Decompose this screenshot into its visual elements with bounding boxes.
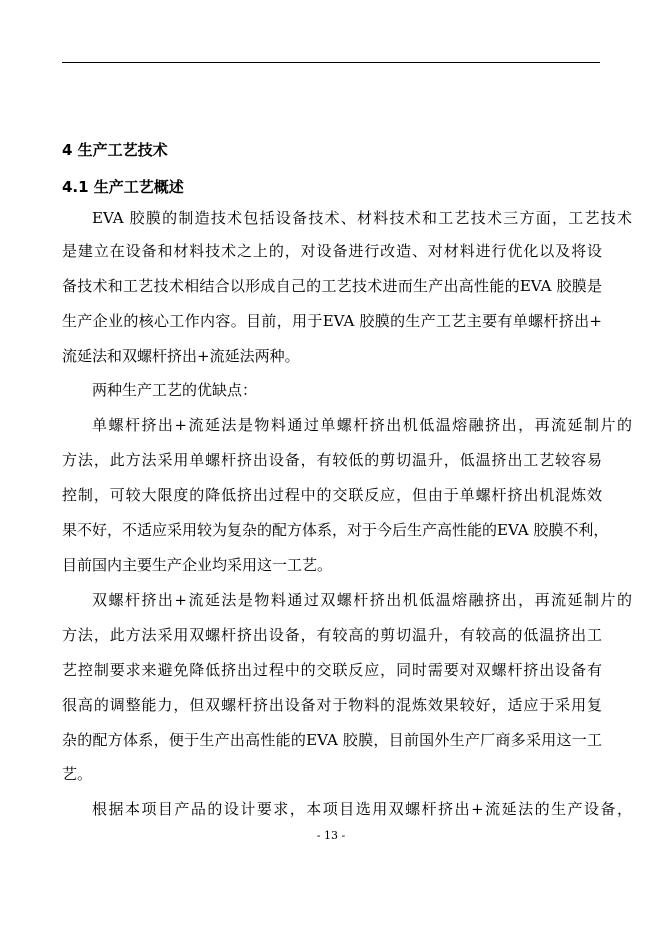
body-line: EVA 胶膜的制造技术包括设备技术、材料技术和工艺技术三方面，工艺技术 (92, 209, 632, 227)
body-line: 果不好，不适应采用较为复杂的配方体系，对于今后生产高性能的EVA 胶膜不利， (62, 521, 609, 539)
page-number: - 13 - (316, 829, 346, 842)
body-line: 控制，可较大限度的降低挤出过程中的交联反应，但由于单螺杆挤出机混炼效 (62, 486, 602, 504)
body-line: 单螺杆挤出+流延法是物料通过单螺杆挤出机低温熔融挤出，再流延制片的 (92, 416, 632, 434)
body-line: 根据本项目产品的设计要求，本项目选用双螺杆挤出+流延法的生产设备， (92, 800, 632, 818)
body-line: 备技术和工艺技术相结合以形成自己的工艺技术进而生产出高性能的EVA 胶膜是 (62, 277, 602, 295)
body-line: 艺。 (62, 765, 93, 783)
subsection-heading: 4.1 生产工艺概述 (62, 178, 184, 196)
body-line: 杂的配方体系，便于生产出高性能的EVA 胶膜，目前国外生产厂商多采用这一工 (62, 731, 602, 749)
body-line: 是建立在设备和材料技术之上的，对设备进行改造、对材料进行优化以及将设 (62, 242, 602, 260)
body-line: 流延法和双螺杆挤出+流延法两种。 (62, 347, 300, 365)
body-line: 双螺杆挤出+流延法是物料通过双螺杆挤出机低温熔融挤出，再流延制片的 (92, 591, 632, 609)
body-line: 两种生产工艺的优缺点： (92, 381, 258, 399)
body-line: 艺控制要求来避免降低挤出过程中的交联反应，同时需要对双螺杆挤出设备有 (62, 661, 602, 679)
body-line: 生产企业的核心工作内容。目前，用于EVA 胶膜的生产工艺主要有单螺杆挤出+ (62, 312, 602, 330)
section-heading: 4 生产工艺技术 (62, 141, 168, 159)
header-rule (62, 62, 600, 63)
body-line: 目前国内主要生产企业均采用这一工艺。 (62, 556, 333, 574)
body-line: 方法，此方法采用双螺杆挤出设备，有较高的剪切温升，有较高的低温挤出工 (62, 626, 602, 644)
body-line: 方法，此方法采用单螺杆挤出设备，有较低的剪切温升，低温挤出工艺较容易 (62, 451, 602, 469)
body-line: 很高的调整能力，但双螺杆挤出设备对于物料的混炼效果较好，适应于采用复 (62, 696, 602, 714)
